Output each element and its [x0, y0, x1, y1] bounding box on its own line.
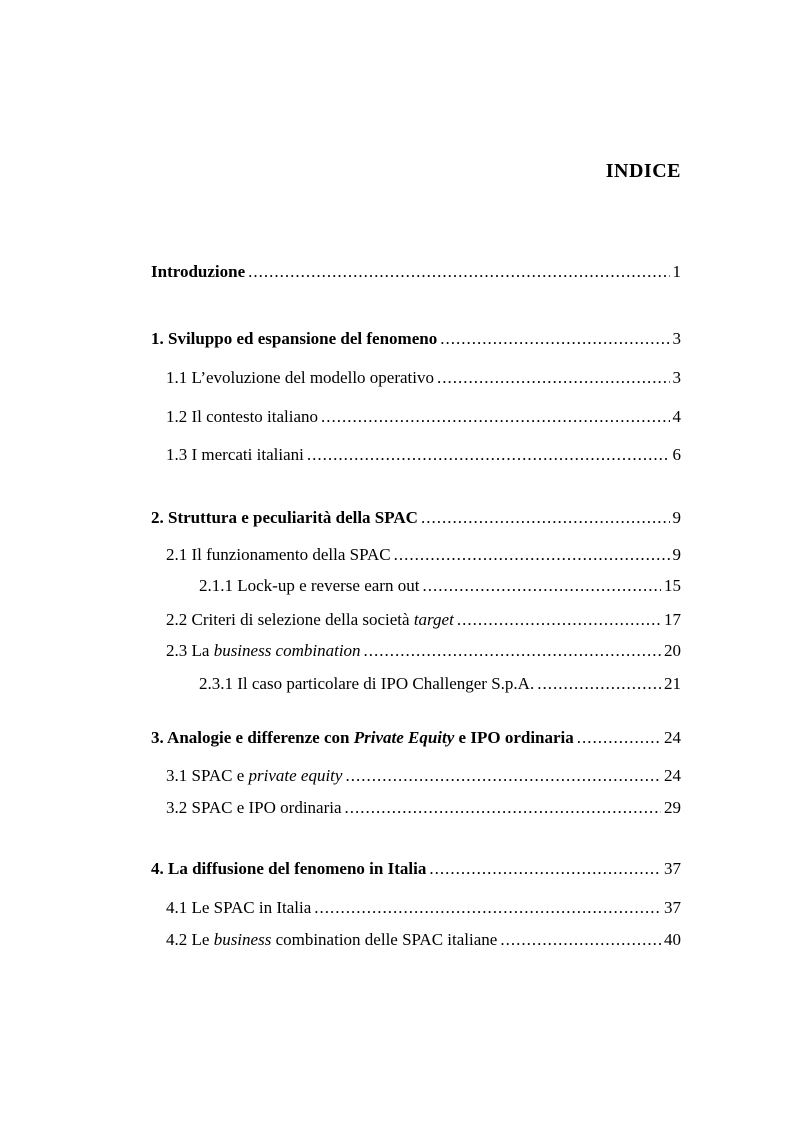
toc-entry-label [166, 639, 361, 663]
toc-entry-page: 3 [672, 368, 681, 387]
toc-entry-chapter-4[interactable] [151, 857, 681, 881]
toc-entry-section-2-1-1[interactable] [151, 574, 681, 598]
toc-entry-label: 2. Struttura e peculiarità della SPAC [151, 508, 418, 527]
dot-leader [422, 574, 661, 598]
dot-leader [429, 857, 661, 881]
toc-entry-page: 6 [672, 445, 681, 464]
dot-leader [537, 672, 661, 696]
toc-entry-page: 40 [664, 930, 681, 949]
toc-entry-page: 24 [664, 766, 681, 785]
dot-leader [345, 796, 661, 820]
toc-entry-page: 37 [664, 898, 681, 917]
toc-entry-section-1-3[interactable] [151, 443, 681, 467]
toc-entry-label: 2.3.1 Il caso particolare di IPO Challenger S.p.A. [199, 674, 535, 693]
dot-leader [421, 506, 670, 530]
toc-entry-chapter-1[interactable] [151, 327, 681, 351]
toc-entry-section-3-1[interactable] [151, 764, 681, 788]
toc-entry-section-4-1[interactable] [151, 896, 681, 920]
toc-entry-label: 2.1.1 Lock-up e reverse earn out [199, 576, 420, 595]
toc-entry-label: 1.3 I mercati italiani [166, 445, 304, 464]
dot-leader [345, 764, 661, 788]
dot-leader [321, 405, 669, 429]
toc-entry-label: 1. Sviluppo ed espansione del fenomeno [151, 329, 438, 348]
toc-entry-page: 24 [664, 728, 681, 747]
toc-entry-page: 15 [664, 576, 681, 595]
toc-entry-page: 21 [664, 674, 681, 693]
toc-entry-section-2-3[interactable] [151, 639, 681, 663]
dot-leader [364, 639, 661, 663]
dot-leader [457, 608, 661, 632]
toc-entry-label [151, 726, 574, 750]
dot-leader [500, 928, 661, 952]
toc-entry-section-3-2[interactable] [151, 796, 681, 820]
toc-entry-label-text: combination delle SPAC italiane [271, 930, 498, 949]
toc-entry-label-text: 4.2 Le [166, 930, 214, 949]
toc-entry-section-1-1[interactable] [151, 366, 681, 390]
toc-entry-page: 3 [672, 329, 681, 348]
toc-entry-page: 17 [664, 610, 681, 629]
toc-entry-introduzione[interactable] [151, 260, 681, 284]
toc-entry-label-italic: private equity [248, 766, 343, 785]
toc-entry-page: 9 [672, 508, 681, 527]
toc-entry-page: 20 [664, 641, 681, 660]
dot-leader [394, 543, 670, 567]
page-title: INDICE [605, 160, 681, 182]
toc-entry-label [166, 764, 342, 788]
toc-entry-label-text: e IPO ordinaria [454, 728, 574, 747]
toc-entry-label [166, 928, 497, 952]
toc-entry-label-text: 3. Analogie e differenze con [151, 728, 354, 747]
dot-leader [440, 327, 669, 351]
toc-entry-section-4-2[interactable] [151, 928, 681, 952]
toc-entry-label [166, 608, 454, 632]
toc-entry-page: 1 [672, 262, 681, 281]
toc-entry-label-text: 2.2 Criteri di selezione della società [166, 610, 414, 629]
toc-entry-section-1-2[interactable] [151, 405, 681, 429]
toc-entry-label-text: 2.3 La [166, 641, 214, 660]
toc-entry-label: 2.1 Il funzionamento della SPAC [166, 545, 391, 564]
toc-entry-label-italic: target [413, 610, 454, 629]
toc-entry-label: 4. La diffusione del fenomeno in Italia [151, 859, 427, 878]
dot-leader [307, 443, 670, 467]
toc-entry-chapter-3[interactable] [151, 726, 681, 750]
toc-entry-label-italic: Private Equity [353, 728, 455, 747]
toc-entry-label: 3.2 SPAC e IPO ordinaria [166, 798, 342, 817]
dot-leader [248, 260, 669, 284]
toc-entry-page: 29 [664, 798, 681, 817]
toc-entry-label: 1.2 Il contesto italiano [166, 407, 319, 426]
toc-entry-page: 4 [672, 407, 681, 426]
toc-entry-chapter-2[interactable] [151, 506, 681, 530]
toc-entry-section-2-2[interactable] [151, 608, 681, 632]
toc-entry-label-italic: business [213, 930, 272, 949]
toc-entry-section-2-3-1[interactable] [151, 672, 681, 696]
toc-entry-label-text: 3.1 SPAC e [166, 766, 249, 785]
toc-entry-label: 4.1 Le SPAC in Italia [166, 898, 312, 917]
dot-leader [437, 366, 670, 390]
toc-entry-label: 1.1 L’evoluzione del modello operativo [166, 368, 434, 387]
toc-entry-page: 9 [672, 545, 681, 564]
dot-leader [577, 726, 661, 750]
toc-entry-label-italic: business combination [213, 641, 361, 660]
toc-entry-label: Introduzione [151, 262, 246, 281]
dot-leader [314, 896, 661, 920]
toc-entry-section-2-1[interactable] [151, 543, 681, 567]
toc-entry-page: 37 [664, 859, 681, 878]
